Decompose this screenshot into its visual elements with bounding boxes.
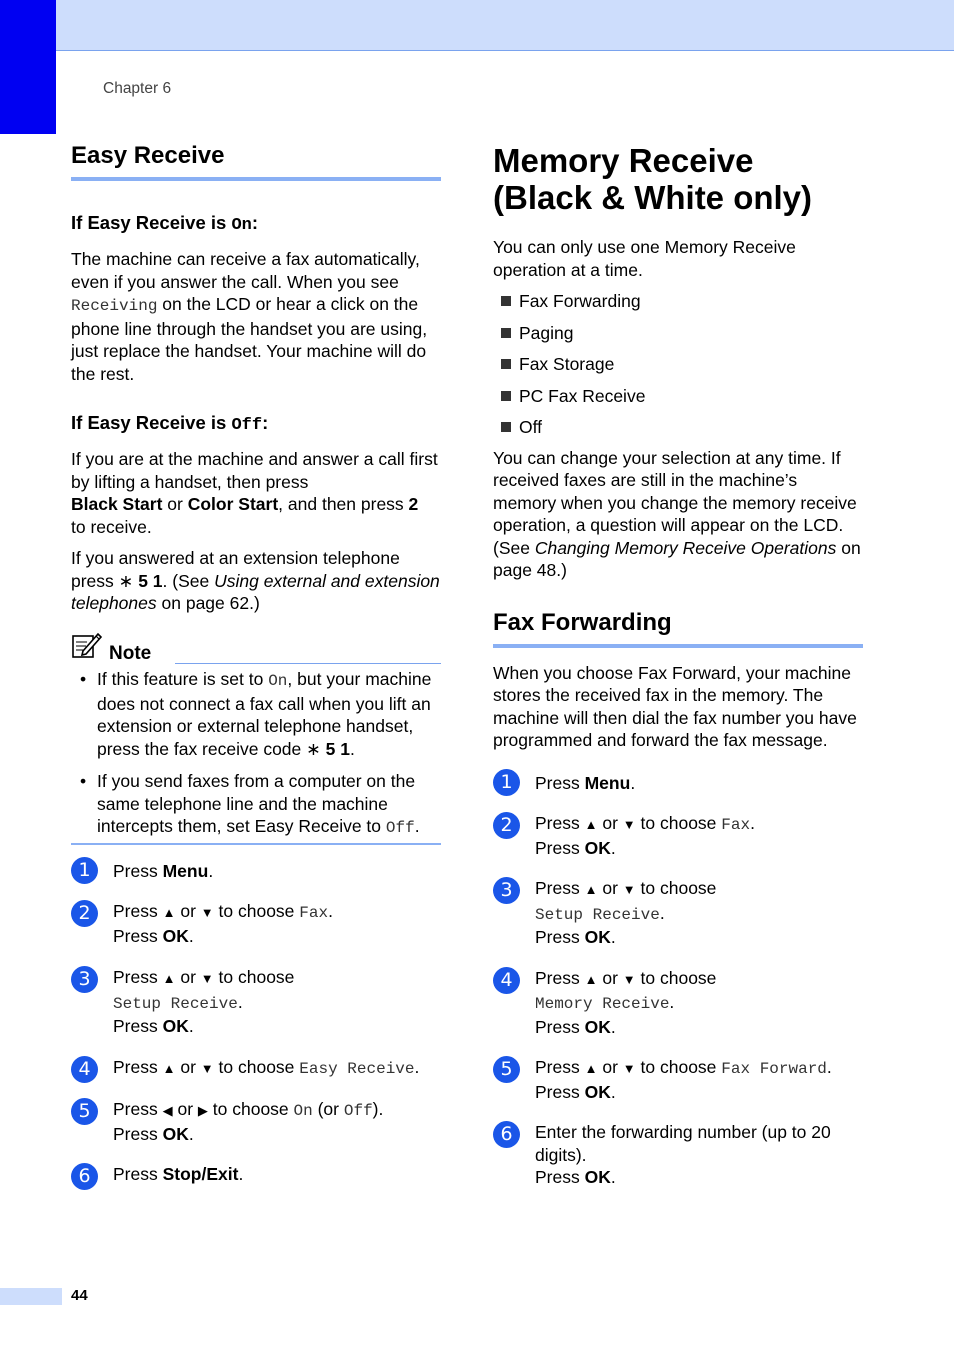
text: The machine can receive a fax automatically, even if you answer the call. When you see [71, 249, 420, 292]
up-arrow-icon: ▲ [162, 1060, 176, 1076]
step-number: 2 [71, 900, 98, 927]
text: on page 48.) [493, 537, 861, 580]
text: . [208, 860, 214, 881]
text: . (See [162, 570, 215, 591]
step [493, 877, 863, 949]
star-key: ∗ [118, 570, 134, 591]
section-title-fax-forwarding: Fax Forwarding [493, 609, 863, 648]
text: or [162, 494, 188, 514]
note-item [71, 770, 441, 840]
down-arrow-icon: ▼ [622, 882, 636, 897]
text: If you answered at an extension telephone press [71, 548, 400, 591]
key-ok: OK [584, 927, 611, 947]
lcd-text: Fax [299, 904, 329, 922]
heading-easy-receive-on [71, 211, 441, 238]
cross-reference: Using external and extension telephones [71, 570, 440, 613]
step [493, 967, 863, 1039]
note-header [71, 631, 441, 665]
lcd-text: Off [343, 1102, 373, 1120]
text: . [188, 1123, 194, 1144]
text: . [610, 1016, 616, 1037]
cross-reference: Changing Memory Receive Operations [534, 537, 837, 558]
up-arrow-icon: ▲ [584, 882, 598, 897]
step-number: 6 [493, 1121, 520, 1148]
text: to choose [213, 901, 300, 921]
text: or [597, 878, 623, 898]
option-item: PC Fax Receive [493, 385, 863, 407]
key-stop-exit: Stop/Exit [162, 1164, 239, 1184]
text: Press [113, 967, 163, 987]
up-arrow-icon: ▲ [162, 971, 176, 986]
text: to choose [635, 813, 722, 833]
text: If you are at the machine and answer a call first by lifting a handset, then press [71, 449, 438, 492]
step-number: 1 [71, 857, 98, 884]
text: . [659, 902, 665, 923]
memory-receive-intro: You can only use one Memory Receive operation at a time. [493, 237, 796, 280]
title-line: Memory Receive [493, 142, 754, 179]
lcd-text: On [293, 1102, 313, 1120]
step-number: 3 [71, 966, 98, 993]
text: or [175, 1056, 201, 1077]
text: Press [113, 901, 163, 921]
text: . [414, 1056, 420, 1077]
step-number: 6 [71, 1163, 98, 1190]
lcd-text: Fax [721, 816, 751, 834]
key-menu: Menu [162, 860, 209, 881]
key-menu: Menu [584, 772, 631, 793]
page-number-band [0, 1288, 62, 1305]
lcd-text: Easy Receive [299, 1059, 415, 1078]
step [71, 966, 441, 1038]
text: . [350, 738, 355, 759]
code-51: 5 1 [133, 570, 163, 591]
heading-colon: : [262, 412, 269, 433]
option-item: Paging [493, 322, 863, 344]
section-title-memory-receive [493, 142, 863, 216]
code-51: 5 1 [320, 738, 351, 759]
note-rule [175, 663, 441, 664]
up-arrow-icon: ▲ [584, 817, 598, 832]
step-number: 3 [493, 877, 520, 904]
text: If you send faxes from a computer on the same telephone line and the machine intercepts them, set Easy Receive to [97, 771, 416, 836]
text: Enter the forwarding number (up to 20 digits). [535, 1122, 831, 1165]
key-two: 2 [408, 494, 419, 514]
text: . [669, 992, 675, 1012]
step-number: 4 [493, 967, 520, 994]
text: . [610, 1081, 616, 1102]
step-number: 1 [493, 769, 520, 796]
note-end-rule [71, 843, 441, 845]
text: or [175, 967, 201, 987]
text: or [597, 813, 623, 833]
heading-text: If Easy Receive is [71, 212, 232, 233]
text: or [597, 967, 623, 988]
lcd-text: Receiving [71, 297, 158, 315]
text: on page 62.) [156, 593, 260, 613]
note-item [71, 668, 441, 760]
easy-receive-steps [71, 857, 441, 1186]
key-black-start: Black Start [71, 494, 163, 514]
text: Press [535, 772, 585, 793]
text: Press [535, 837, 585, 858]
step [493, 769, 863, 795]
lcd-text: On [268, 672, 288, 690]
chapter-tab [0, 0, 56, 134]
note-list [71, 668, 441, 840]
text: Press [113, 1164, 163, 1184]
text: Press [535, 1057, 585, 1077]
step [71, 1163, 441, 1186]
step-number: 2 [493, 812, 520, 839]
right-column [493, 140, 863, 1189]
heading-code: Off [231, 416, 263, 435]
text: , and then press [278, 494, 409, 514]
text: . [610, 927, 616, 947]
text: Press [535, 1016, 585, 1037]
step [71, 900, 441, 947]
key-color-start: Color Start [187, 494, 279, 514]
text: Press [113, 1099, 163, 1119]
paragraph-off [71, 448, 441, 538]
text: Press [535, 878, 585, 898]
text: to receive. [71, 516, 152, 537]
key-ok: OK [584, 837, 611, 858]
key-ok: OK [584, 1167, 611, 1187]
heading-text: If Easy Receive is [71, 412, 232, 433]
text: , but your machine does not connect a fax call when you lift an extension or external telephone handset, press the fax receive code [97, 669, 432, 759]
text: . [188, 925, 194, 946]
text: Press [535, 1167, 585, 1187]
down-arrow-icon: ▼ [200, 905, 214, 920]
paragraph-on [71, 248, 441, 385]
up-arrow-icon: ▲ [584, 1061, 598, 1076]
heading-code: On [231, 216, 252, 235]
option-item: Fax Storage [493, 353, 863, 375]
key-ok: OK [162, 1123, 189, 1144]
step [493, 1056, 863, 1103]
key-ok: OK [162, 1016, 189, 1036]
fax-forwarding-steps [493, 769, 863, 1189]
text: ). [372, 1099, 384, 1119]
text: or [597, 1057, 623, 1077]
text: . [610, 837, 616, 858]
text: or [175, 901, 201, 921]
heading-colon: : [251, 212, 259, 233]
text: Press [535, 967, 585, 988]
left-column [71, 140, 441, 1186]
text: to choose [635, 878, 717, 898]
option-item: Off [493, 416, 863, 438]
lcd-text: Fax Forward [721, 1060, 827, 1078]
memory-receive-options [493, 290, 863, 438]
text: Press [535, 1081, 585, 1102]
text: to choose [635, 967, 717, 988]
paragraph-extension [71, 547, 441, 615]
left-arrow-icon: ◀ [162, 1103, 173, 1118]
lcd-text: Setup Receive [113, 994, 238, 1013]
step [493, 1121, 863, 1189]
step [493, 812, 863, 859]
section-title-easy-receive: Easy Receive [71, 142, 441, 181]
text: . [630, 772, 636, 793]
lcd-text: Setup Receive [535, 905, 660, 924]
text: . [414, 816, 420, 836]
text: . [237, 991, 243, 1012]
text: to choose [213, 1056, 300, 1077]
text: Press [535, 927, 585, 947]
text: Press [535, 813, 585, 833]
down-arrow-icon: ▼ [622, 1061, 636, 1076]
key-ok: OK [584, 1081, 611, 1102]
lcd-text: Off [385, 819, 415, 837]
change-selection-paragraph [493, 447, 863, 582]
down-arrow-icon: ▼ [200, 971, 214, 986]
step-number: 5 [493, 1056, 520, 1083]
text: on the LCD or hear a click on the phone line through the handset you are using, just replace the handset. Your machine will do the rest. [71, 294, 428, 384]
key-ok: OK [162, 925, 189, 946]
text: Press [113, 1016, 163, 1036]
text: . [188, 1016, 194, 1036]
down-arrow-icon: ▼ [622, 817, 636, 832]
star-key: ∗ [306, 738, 321, 759]
step [71, 1098, 441, 1145]
lcd-text: Memory Receive [535, 995, 670, 1013]
text: to choose [213, 967, 295, 987]
down-arrow-icon: ▼ [622, 971, 636, 987]
note-pencil-icon [71, 631, 103, 665]
step [71, 857, 441, 883]
text: Press [113, 1056, 163, 1077]
step-number: 5 [71, 1098, 98, 1125]
step [71, 1056, 441, 1081]
text: (or [312, 1099, 344, 1119]
text: . [238, 1164, 244, 1184]
text: If this feature is set to [97, 669, 269, 689]
text: You can change your selection at any time. If received faxes are still in the machine’s memory when you change the memory receive operation, a question will appear on the LCD. (See [493, 447, 857, 558]
text: Press [113, 860, 163, 881]
option-item: Fax Forwarding [493, 290, 863, 312]
key-ok: OK [584, 1016, 611, 1037]
step-number: 4 [71, 1056, 98, 1083]
right-arrow-icon: ▶ [197, 1103, 208, 1118]
up-arrow-icon: ▲ [584, 971, 598, 987]
text: to choose [635, 1057, 722, 1077]
page-number: 44 [71, 1287, 88, 1304]
note-label: Note [109, 643, 152, 664]
text: to choose [207, 1099, 294, 1119]
header-band [0, 0, 954, 51]
up-arrow-icon: ▲ [162, 905, 176, 920]
text: or [172, 1099, 198, 1119]
down-arrow-icon: ▼ [200, 1060, 214, 1076]
title-line: (Black & White only) [493, 179, 813, 216]
text: . [826, 1057, 832, 1077]
chapter-label: Chapter 6 [103, 80, 172, 97]
text: . [328, 901, 333, 921]
text: Press [113, 1123, 163, 1144]
heading-easy-receive-off [71, 411, 441, 438]
fax-forwarding-paragraph: When you choose Fax Forward, your machine stores the received fax in the memory. The machine will then dial the fax number you have programmed and forward the fax message. [493, 662, 857, 750]
text: . [750, 813, 755, 833]
text: Press [113, 925, 163, 946]
text: . [610, 1167, 616, 1187]
